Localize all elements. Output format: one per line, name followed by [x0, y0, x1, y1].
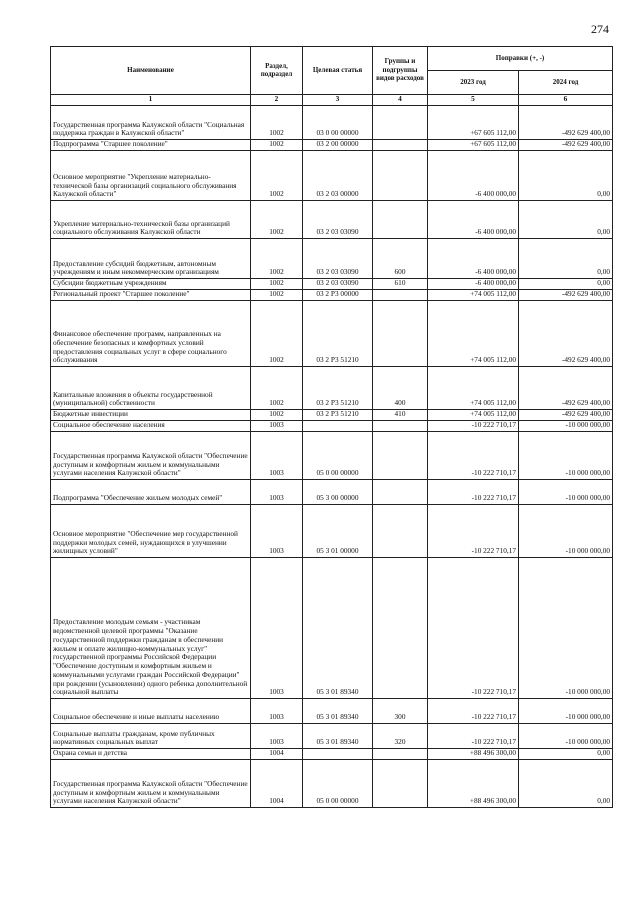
column-number: 5	[428, 95, 519, 106]
row-section: 1002	[251, 239, 303, 279]
row-name: Капитальные вложения в объекты государственной (муниципальной) собственности	[51, 367, 251, 410]
column-number: 1	[51, 95, 251, 106]
column-number: 6	[519, 95, 613, 106]
row-amount-2023: -10 222 710,17	[428, 558, 519, 699]
row-name: Бюджетные инвестиции	[51, 410, 251, 421]
row-group	[373, 558, 428, 699]
row-section: 1002	[251, 301, 303, 367]
row-amount-2024: -492 629 400,00	[519, 106, 613, 140]
row-group	[373, 480, 428, 505]
row-group	[373, 432, 428, 480]
row-section: 1002	[251, 410, 303, 421]
row-amount-2024: -10 000 000,00	[519, 421, 613, 432]
row-name: Предоставление субсидий бюджетным, автономным учреждениям и иным некоммерческим организациям	[51, 239, 251, 279]
row-section: 1002	[251, 151, 303, 201]
row-amount-2024: 0,00	[519, 239, 613, 279]
table-row	[51, 505, 613, 558]
table-row	[51, 480, 613, 505]
row-article: 03 2 P3 51210	[303, 410, 373, 421]
row-amount-2023: +88 496 300,00	[428, 760, 519, 808]
row-group	[373, 760, 428, 808]
row-name: Подпрограмма "Обеспечение жильем молодых семей"	[51, 480, 251, 505]
row-name: Государственная программа Калужской области "Обеспечение доступным и комфортным жильем и коммунальными услугами населения Калужской области"	[51, 432, 251, 480]
row-name: Субсидии бюджетным учреждениям	[51, 279, 251, 290]
table-row	[51, 724, 613, 749]
row-amount-2024: 0,00	[519, 760, 613, 808]
row-amount-2023: -10 222 710,17	[428, 724, 519, 749]
row-amount-2024: 0,00	[519, 151, 613, 201]
row-group	[373, 290, 428, 301]
row-section: 1003	[251, 505, 303, 558]
row-amount-2024: -492 629 400,00	[519, 301, 613, 367]
column-number: 2	[251, 95, 303, 106]
row-article: 03 0 00 00000	[303, 106, 373, 140]
header-section: Раздел, подраздел	[251, 47, 303, 95]
row-article	[303, 421, 373, 432]
table-row	[51, 367, 613, 410]
row-group	[373, 201, 428, 239]
row-amount-2023: +74 005 112,00	[428, 410, 519, 421]
row-section: 1002	[251, 367, 303, 410]
row-name: Социальное обеспечение населения	[51, 421, 251, 432]
row-section: 1003	[251, 724, 303, 749]
row-name: Государственная программа Калужской области "Обеспечение доступным и комфортным жильем и коммунальными услугами населения Калужской области"	[51, 760, 251, 808]
row-article: 03 2 00 00000	[303, 140, 373, 151]
row-group: 600	[373, 239, 428, 279]
table-row	[51, 290, 613, 301]
column-number: 3	[303, 95, 373, 106]
row-article: 05 3 01 89340	[303, 724, 373, 749]
column-number: 4	[373, 95, 428, 106]
table-row	[51, 432, 613, 480]
row-amount-2023: -10 222 710,17	[428, 432, 519, 480]
header-groups: Группы и подгруппы видов расходов	[373, 47, 428, 95]
row-article: 03 2 03 03090	[303, 201, 373, 239]
row-name: Региональный проект "Старшее поколение"	[51, 290, 251, 301]
row-amount-2024: 0,00	[519, 201, 613, 239]
header-name: Наименование	[51, 47, 251, 95]
table-row	[51, 699, 613, 724]
row-section: 1002	[251, 140, 303, 151]
header-amendments: Поправки (+, -)	[428, 47, 613, 71]
row-amount-2024: -492 629 400,00	[519, 290, 613, 301]
row-amount-2023: -10 222 710,17	[428, 505, 519, 558]
row-article: 05 3 01 00000	[303, 505, 373, 558]
row-amount-2024: -10 000 000,00	[519, 724, 613, 749]
row-amount-2024: -492 629 400,00	[519, 410, 613, 421]
row-amount-2023: -10 222 710,17	[428, 480, 519, 505]
table-row	[51, 410, 613, 421]
table-row	[51, 421, 613, 432]
row-section: 1002	[251, 106, 303, 140]
row-section: 1002	[251, 290, 303, 301]
table-row	[51, 201, 613, 239]
table-row	[51, 151, 613, 201]
row-amount-2024: -492 629 400,00	[519, 367, 613, 410]
row-section: 1003	[251, 480, 303, 505]
row-group	[373, 421, 428, 432]
row-amount-2023: +74 005 112,00	[428, 301, 519, 367]
header-year-2024: 2024 год	[519, 71, 613, 95]
row-amount-2023: -6 400 000,00	[428, 239, 519, 279]
table-row	[51, 749, 613, 760]
row-article: 05 3 01 89340	[303, 558, 373, 699]
row-name: Предоставление молодым семьям - участникам ведомственной целевой программы "Оказание государственной поддержки гражданам в обеспечении жильем и оплате жилищно-коммунальных услуг" государственной программы Российской Федерации "Обеспечение доступным и комфортным жильем и коммунальными услугами граждан Российской Федерации" при рождении (усыновлении) одного ребенка дополнительной социальной выплаты	[51, 558, 251, 699]
row-group	[373, 301, 428, 367]
row-article: 03 2 P3 51210	[303, 367, 373, 410]
row-group	[373, 106, 428, 140]
table-row	[51, 106, 613, 140]
row-article: 05 0 00 00000	[303, 432, 373, 480]
table-row	[51, 558, 613, 699]
row-article	[303, 749, 373, 760]
row-amount-2023: -6 400 000,00	[428, 279, 519, 290]
row-article: 03 2 03 00000	[303, 151, 373, 201]
row-group	[373, 505, 428, 558]
row-section: 1002	[251, 279, 303, 290]
row-article: 05 3 00 00000	[303, 480, 373, 505]
row-amount-2023: +67 605 112,00	[428, 106, 519, 140]
table-row	[51, 279, 613, 290]
row-section: 1003	[251, 432, 303, 480]
row-amount-2023: +74 005 112,00	[428, 367, 519, 410]
row-amount-2024: -10 000 000,00	[519, 480, 613, 505]
row-amount-2024: -10 000 000,00	[519, 432, 613, 480]
row-article: 05 3 01 89340	[303, 699, 373, 724]
row-group: 400	[373, 367, 428, 410]
row-section: 1003	[251, 699, 303, 724]
row-name: Социальное обеспечение и иные выплаты населению	[51, 699, 251, 724]
row-article: 05 0 00 00000	[303, 760, 373, 808]
row-amount-2023: -6 400 000,00	[428, 151, 519, 201]
row-amount-2024: -492 629 400,00	[519, 140, 613, 151]
row-amount-2023: -10 222 710,17	[428, 699, 519, 724]
row-article: 03 2 03 03090	[303, 279, 373, 290]
row-section: 1002	[251, 201, 303, 239]
row-name: Охрана семьи и детства	[51, 749, 251, 760]
table-row	[51, 301, 613, 367]
row-amount-2023: +74 005 112,00	[428, 290, 519, 301]
column-number-row	[51, 95, 613, 106]
row-name: Государственная программа Калужской области "Социальная поддержка граждан в Калужской области"	[51, 106, 251, 140]
row-group: 320	[373, 724, 428, 749]
row-name: Социальные выплаты гражданам, кроме публичных нормативных социальных выплат	[51, 724, 251, 749]
table-row	[51, 140, 613, 151]
row-name: Основное мероприятие "Обеспечение мер государственной поддержки молодых семей, нуждающихся в улучшении жилищных условий"	[51, 505, 251, 558]
row-amount-2023: +67 605 112,00	[428, 140, 519, 151]
table-row	[51, 760, 613, 808]
row-name: Укрепление материально-технической базы организаций социального обслуживания Калужской области	[51, 201, 251, 239]
row-group	[373, 140, 428, 151]
row-amount-2024: -10 000 000,00	[519, 558, 613, 699]
row-amount-2023: -6 400 000,00	[428, 201, 519, 239]
row-name: Основное мероприятие "Укрепление материально-технической базы организаций социального обслуживания Калужской области"	[51, 151, 251, 201]
page-number: 274	[591, 22, 609, 36]
row-article: 03 2 03 03090	[303, 239, 373, 279]
budget-amendments-table	[50, 46, 613, 808]
row-amount-2023: -10 222 710,17	[428, 421, 519, 432]
row-amount-2023: +88 496 300,00	[428, 749, 519, 760]
row-group	[373, 749, 428, 760]
row-group: 410	[373, 410, 428, 421]
header-year-2023: 2023 год	[428, 71, 519, 95]
row-section: 1004	[251, 760, 303, 808]
row-name: Подпрограмма "Старшее поколение"	[51, 140, 251, 151]
row-amount-2024: -10 000 000,00	[519, 699, 613, 724]
row-amount-2024: -10 000 000,00	[519, 505, 613, 558]
header-article: Целевая статья	[303, 47, 373, 95]
row-name: Финансовое обеспечение программ, направленных на обеспечение безопасных и комфортных условий предоставления социальных услуг в сфере социального обслуживания	[51, 301, 251, 367]
row-group: 610	[373, 279, 428, 290]
row-section: 1004	[251, 749, 303, 760]
row-article: 03 2 P3 00000	[303, 290, 373, 301]
row-section: 1003	[251, 421, 303, 432]
table-row	[51, 239, 613, 279]
row-amount-2024: 0,00	[519, 279, 613, 290]
row-article: 03 2 P3 51210	[303, 301, 373, 367]
row-group: 300	[373, 699, 428, 724]
row-amount-2024: 0,00	[519, 749, 613, 760]
row-section: 1003	[251, 558, 303, 699]
row-group	[373, 151, 428, 201]
